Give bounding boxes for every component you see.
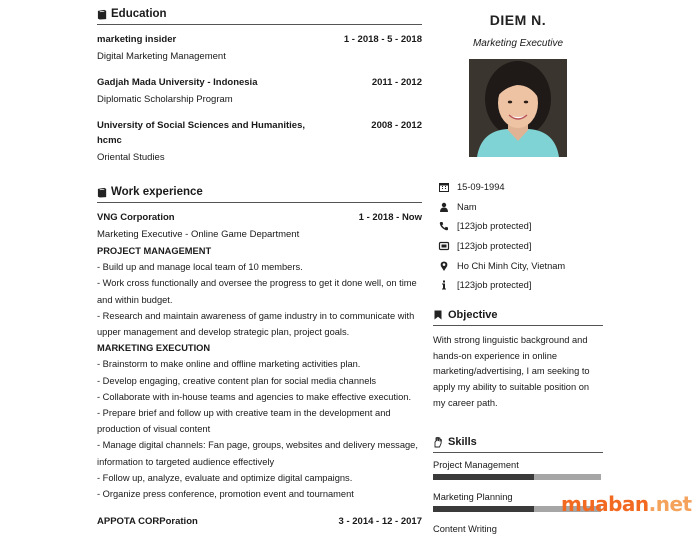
info-row-phone: [439, 216, 603, 236]
work-position: Marketing Executive - Online Game Department: [97, 229, 300, 240]
candidate-title: Marketing Executive: [472, 38, 564, 49]
description-line: - Manage digital channels: Fan page, groups, websites and delivery message, information to targeted audience effectively: [97, 440, 418, 467]
book-icon: [97, 9, 108, 20]
info-row-extra: [439, 275, 603, 295]
contact-info: [433, 177, 603, 295]
skill-bar-fill: [433, 506, 534, 512]
info-icon: [439, 280, 449, 290]
description-line: - Work cross functionally and oversee the progress to get it done well, on time and within budget.: [97, 278, 417, 305]
work-entry: [97, 514, 422, 529]
description-line: - Develop engaging, creative content plan for social media channels: [97, 375, 377, 386]
education-dates: 2008 - 2012: [371, 120, 422, 131]
avatar-photo: [469, 59, 567, 157]
work-dates: 1 - 2018 - Now: [358, 212, 422, 223]
education-entry: [97, 118, 422, 166]
work-description: [97, 243, 422, 502]
book-icon: [97, 187, 108, 198]
description-line: - Research and maintain awareness of game industry in to communicate with upper management and develop strategic plan, project goals.: [97, 310, 415, 338]
bookmark-icon: [433, 310, 443, 320]
skills-section: [433, 436, 603, 535]
education-org: University of Social Sciences and Humanities, hcmc: [97, 120, 306, 146]
birthday-text: 15-09-1994: [457, 181, 505, 192]
education-entry: [97, 32, 422, 65]
work-dates: 3 - 2014 - 12 - 2017: [338, 516, 422, 528]
person-icon: [439, 202, 449, 212]
watermark-part-2: .net: [648, 492, 692, 516]
work-entry: [97, 210, 422, 502]
education-dates: 2011 - 2012: [371, 77, 422, 88]
envelope-icon: [439, 241, 449, 251]
email-text: [123job protected]: [457, 240, 532, 251]
work-company: APPOTA CORPoration: [97, 516, 198, 528]
objective-section: [433, 309, 603, 411]
skill-label: Marketing Planning: [433, 492, 513, 503]
skill-bar-fill: [433, 474, 534, 480]
objective-text: With strong linguistic background and hands-on experience in online marketing/advertising, I am seeking to apply my ability to suitable position on my career path.: [433, 335, 590, 408]
site-watermark: [561, 492, 692, 516]
description-line: - Collaborate with in-house teams and agencies to make effective execution.: [97, 391, 412, 402]
info-row-gender: [439, 197, 603, 217]
skill-bar: [433, 474, 601, 480]
candidate-name: DIEM N.: [489, 12, 547, 28]
gender-text: Nam: [457, 201, 477, 212]
education-program: Digital Marketing Management: [97, 51, 226, 62]
skill-item: [433, 523, 603, 535]
extra-info-text: [123job protected]: [457, 280, 532, 291]
description-line: - Organize press conference, promotion event and tournament: [97, 489, 354, 500]
phone-icon: [439, 221, 449, 231]
description-line: - Brainstorm to make online and offline marketing activities plan.: [97, 359, 361, 370]
info-row-address: [439, 256, 603, 276]
education-org: marketing insider: [97, 34, 177, 45]
info-row-email: [439, 236, 603, 256]
education-org: Gadjah Mada University - Indonesia: [97, 77, 258, 88]
skill-label: Content Writing: [433, 524, 497, 535]
watermark-part-1: muaban: [561, 492, 649, 516]
left-column: [97, 8, 422, 539]
work-experience-heading-label: Work experience: [111, 186, 203, 198]
avatar: [469, 59, 567, 157]
skill-item: [433, 459, 603, 480]
education-entry: [97, 75, 422, 108]
description-line: - Prepare brief and follow up with creative team in the development and production of visual content: [97, 408, 391, 435]
education-heading-label: Education: [111, 8, 167, 20]
education-program: Oriental Studies: [97, 152, 165, 163]
education-program: Diplomatic Scholarship Program: [97, 94, 233, 105]
skills-heading: [433, 436, 603, 453]
description-line: - Follow up, analyze, evaluate and optimize digital campaigns.: [97, 472, 353, 483]
education-dates: 1 - 2018 - 5 - 2018: [343, 34, 422, 45]
map-marker-icon: [439, 261, 449, 271]
phone-text: [123job protected]: [457, 221, 532, 232]
skills-heading-label: Skills: [448, 436, 477, 449]
skill-label: Project Management: [433, 460, 519, 471]
work-company: VNG Corporation: [97, 212, 175, 223]
description-line: - Build up and manage local team of 10 members.: [97, 262, 303, 273]
calendar-icon: [439, 182, 449, 192]
right-column: [433, 8, 603, 535]
address-text: Ho Chi Minh City, Vietnam: [457, 260, 566, 271]
description-subheading: PROJECT MANAGEMENT: [97, 246, 212, 256]
objective-heading: [433, 309, 603, 326]
objective-heading-label: Objective: [448, 309, 498, 322]
work-experience-heading: [97, 186, 422, 203]
info-row-birthday: [439, 177, 603, 197]
description-subheading: MARKETING EXECUTION: [97, 343, 211, 354]
hand-icon: [433, 437, 443, 447]
education-heading: [97, 8, 422, 25]
